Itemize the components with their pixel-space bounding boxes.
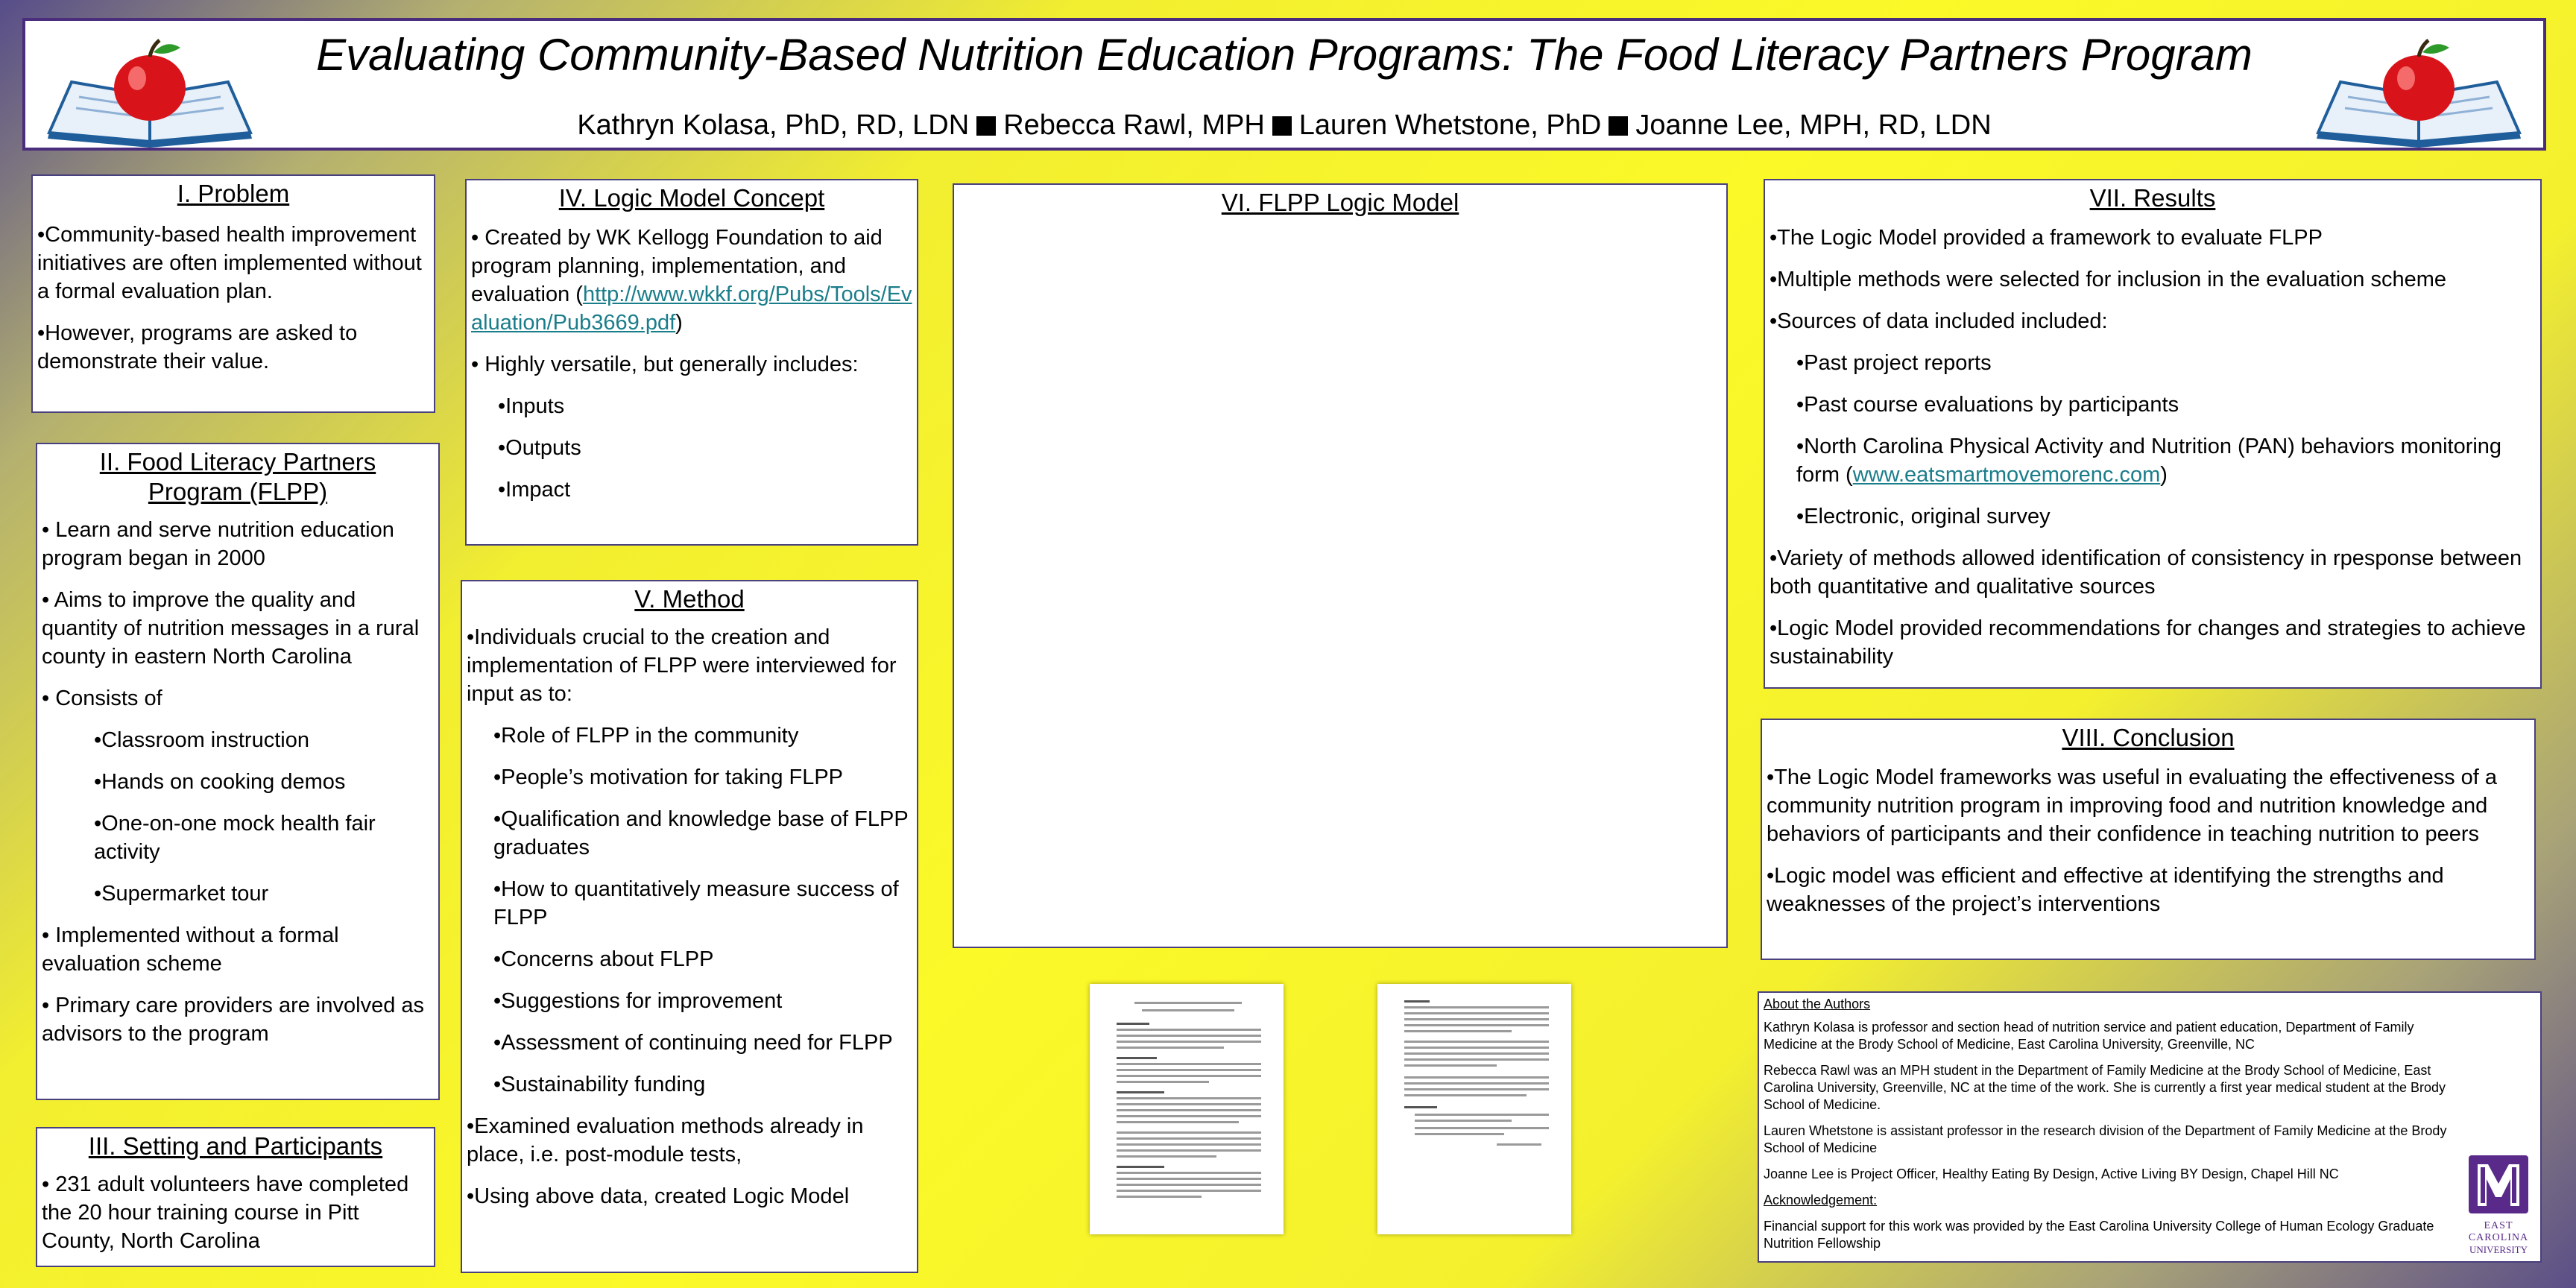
section-title: I. Problem: [177, 180, 290, 207]
ecu-monogram-icon: [2464, 1151, 2533, 1216]
method-section: [461, 580, 918, 1273]
bullet-item: • 231 adult volunteers have completed the 20 hour training course in Pitt County, North Carolina: [42, 1172, 409, 1253]
author-bio: Rebecca Rawl was an MPH student in the Department of Family Medicine at the Brody School of Medicine, East Carolina University, Greenville, NC at the time of the work. She is currently a first year medical student at the Brody School of Medicine.: [1764, 1063, 2446, 1112]
separator-square-icon: [1272, 116, 1292, 136]
sub-bullet-item: •Qualification and knowledge base of FLPP graduates: [493, 807, 909, 859]
sub-bullet-item: •One-on-one mock health fair activity: [94, 812, 376, 864]
conclusion-section: [1761, 719, 2536, 960]
bullet-text-end: ): [2160, 463, 2168, 487]
sub-bullet-item: •Supermarket tour: [94, 882, 269, 906]
bullet-item: • Implemented without a formal evaluation scheme: [42, 924, 339, 976]
bullet-item: •The Logic Model frameworks was useful in evaluating the effectiveness of a community nutrition program in improving food and nutrition knowledge and behaviors of participants and their confidence in teaching nutrition to peers: [1767, 765, 2498, 846]
ecu-logo: [2464, 1151, 2533, 1255]
bullet-item: • Learn and serve nutrition education program began in 2000: [42, 518, 394, 570]
sub-bullet-item: •Past course evaluations by participants: [1796, 393, 2179, 417]
author-line: [25, 107, 2543, 143]
sub-bullet-item: •Role of FLPP in the community: [493, 724, 799, 748]
sub-bullet-item: •Hands on cooking demos: [94, 770, 346, 794]
author-bio: Lauren Whetstone is assistant professor in the research division of the Department of Family Medicine at the Brody School of Medicine: [1764, 1123, 2447, 1155]
logic-model-section: [953, 183, 1728, 948]
sub-bullet-item: •Electronic, original survey: [1796, 505, 2051, 528]
handout-thumbnail-page: [1090, 984, 1284, 1234]
section-title: V. Method: [634, 585, 745, 613]
author-bio: Kathryn Kolasa is professor and section head of nutrition service and patient education, Department of Family Medicine at the Brody School of Medicine, East Carolina University, Greenville, NC: [1764, 1020, 2414, 1052]
acknowledgement-text: Financial support for this work was provided by the East Carolina University College of Human Ecology Graduate Nutrition Fellowship: [1764, 1219, 2434, 1251]
section-title: VIII. Conclusion: [2062, 724, 2235, 751]
bullet-item: •Examined evaluation methods already in place, i.e. post-module tests,: [467, 1114, 864, 1167]
bullet-item: • Aims to improve the quality and quantity of nutrition messages in a rural county in eastern North Carolina: [42, 588, 420, 669]
bullet-item: [471, 224, 912, 337]
sub-bullet-item: •Classroom instruction: [94, 728, 309, 752]
sub-bullet-item: •People’s motivation for taking FLPP: [493, 765, 844, 789]
sub-bullet-item: •Inputs: [498, 394, 565, 418]
bullet-item: •Community-based health improvement initiatives are often implemented without a formal evaluation plan.: [37, 223, 422, 303]
bullet-text: •North Carolina Physical Activity and Nutrition (PAN) behaviors monitoring form (: [1796, 435, 2502, 487]
ecu-wordmark-carolina: CAROLINA: [2468, 1232, 2529, 1243]
about-title: About the Authors: [1764, 997, 1871, 1011]
section-title: II. Food Literacy Partners Program (FLPP): [99, 448, 376, 505]
bullet-item: •Logic model was efficient and effective at identifying the strengths and weaknesses of the project’s interventions: [1767, 864, 2444, 916]
section-title: IV. Logic Model Concept: [558, 184, 825, 212]
handout-thumbnail-page: [1377, 984, 1571, 1234]
sub-bullet-item: •Suggestions for improvement: [493, 989, 783, 1013]
separator-square-icon: [1609, 116, 1628, 136]
sub-bullet-item: [1770, 432, 2536, 489]
bullet-item: •Sources of data included included:: [1770, 309, 2108, 333]
bullet-item: •Individuals crucial to the creation and implementation of FLPP were interviewed for input as to:: [467, 625, 897, 706]
sub-bullet-item: •Outputs: [498, 436, 581, 460]
bullet-item: • Consists of: [42, 686, 162, 710]
sub-bullet-item: •Sustainability funding: [493, 1073, 706, 1096]
separator-square-icon: [976, 116, 996, 136]
bullet-item: •Using above data, created Logic Model: [467, 1184, 850, 1208]
author-name: Rebecca Rawl, MPH: [1003, 110, 1265, 141]
author-bio: Joanne Lee is Project Officer, Healthy Eating By Design, Active Living BY Design, Chapel Hill NC: [1764, 1167, 2339, 1181]
bullet-item: •Logic Model provided recommendations for changes and strategies to achieve sustainability: [1770, 616, 2526, 669]
bullet-text-end: ): [675, 311, 683, 335]
sub-bullet-item: •Past project reports: [1796, 351, 1992, 375]
problem-section: [31, 174, 435, 413]
bullet-item: • Primary care providers are involved as advisors to the program: [42, 994, 425, 1046]
flpp-section: [36, 443, 440, 1100]
author-name: Lauren Whetstone, PhD: [1298, 110, 1602, 141]
sub-bullet-item: •Concerns about FLPP: [493, 947, 714, 971]
poster-header: [22, 18, 2546, 151]
ecu-wordmark-east: EAST: [2484, 1220, 2513, 1231]
apple-on-book-icon: [2311, 37, 2527, 149]
section-title: III. Setting and Participants: [88, 1132, 383, 1160]
bullet-item: •Variety of methods allowed identification of consistency in rpesponse between both quantitative and qualitative sources: [1770, 546, 2522, 599]
about-body: [1764, 1019, 2536, 1252]
author-name: Kathryn Kolasa, PhD, RD, LDN: [577, 110, 970, 141]
setting-section: [36, 1127, 435, 1267]
section-title: VI. FLPP Logic Model: [1221, 189, 1459, 216]
logic-model-concept-section: [465, 179, 918, 546]
sub-bullet-item: •Impact: [498, 478, 571, 502]
bullet-item: •Multiple methods were selected for inclusion in the evaluation scheme: [1770, 268, 2447, 291]
about-authors-section: [1758, 991, 2542, 1263]
ecu-wordmark-university: UNIVERSITY: [2469, 1244, 2528, 1255]
sub-bullet-item: •Assessment of continuing need for FLPP: [493, 1031, 893, 1055]
author-name: Joanne Lee, MPH, RD, LDN: [1635, 110, 1992, 141]
bullet-item: •However, programs are asked to demonstrate their value.: [37, 321, 358, 373]
sub-bullet-item: •How to quantitatively measure success of FLPP: [493, 877, 899, 929]
kellogg-link[interactable]: http://www.wkkf.org/Pubs/Tools/Evaluation/Pub3669.pdf: [471, 282, 912, 335]
bullet-text: • Created by WK Kellogg Foundation to aid program planning, implementation, and evaluation (: [471, 226, 883, 306]
section-title: VII. Results: [2089, 184, 2216, 212]
bullet-item: •The Logic Model provided a framework to evaluate FLPP: [1770, 226, 2323, 250]
poster-title: Evaluating Community-Based Nutrition Education Programs: The Food Literacy Partners Program: [316, 30, 2253, 80]
acknowledgement-title: Acknowledgement:: [1764, 1193, 1878, 1208]
results-section: [1764, 179, 2542, 689]
eatsmart-link[interactable]: www.eatsmartmovemorenc.com: [1852, 463, 2161, 487]
bullet-item: • Highly versatile, but generally includes:: [471, 353, 859, 376]
